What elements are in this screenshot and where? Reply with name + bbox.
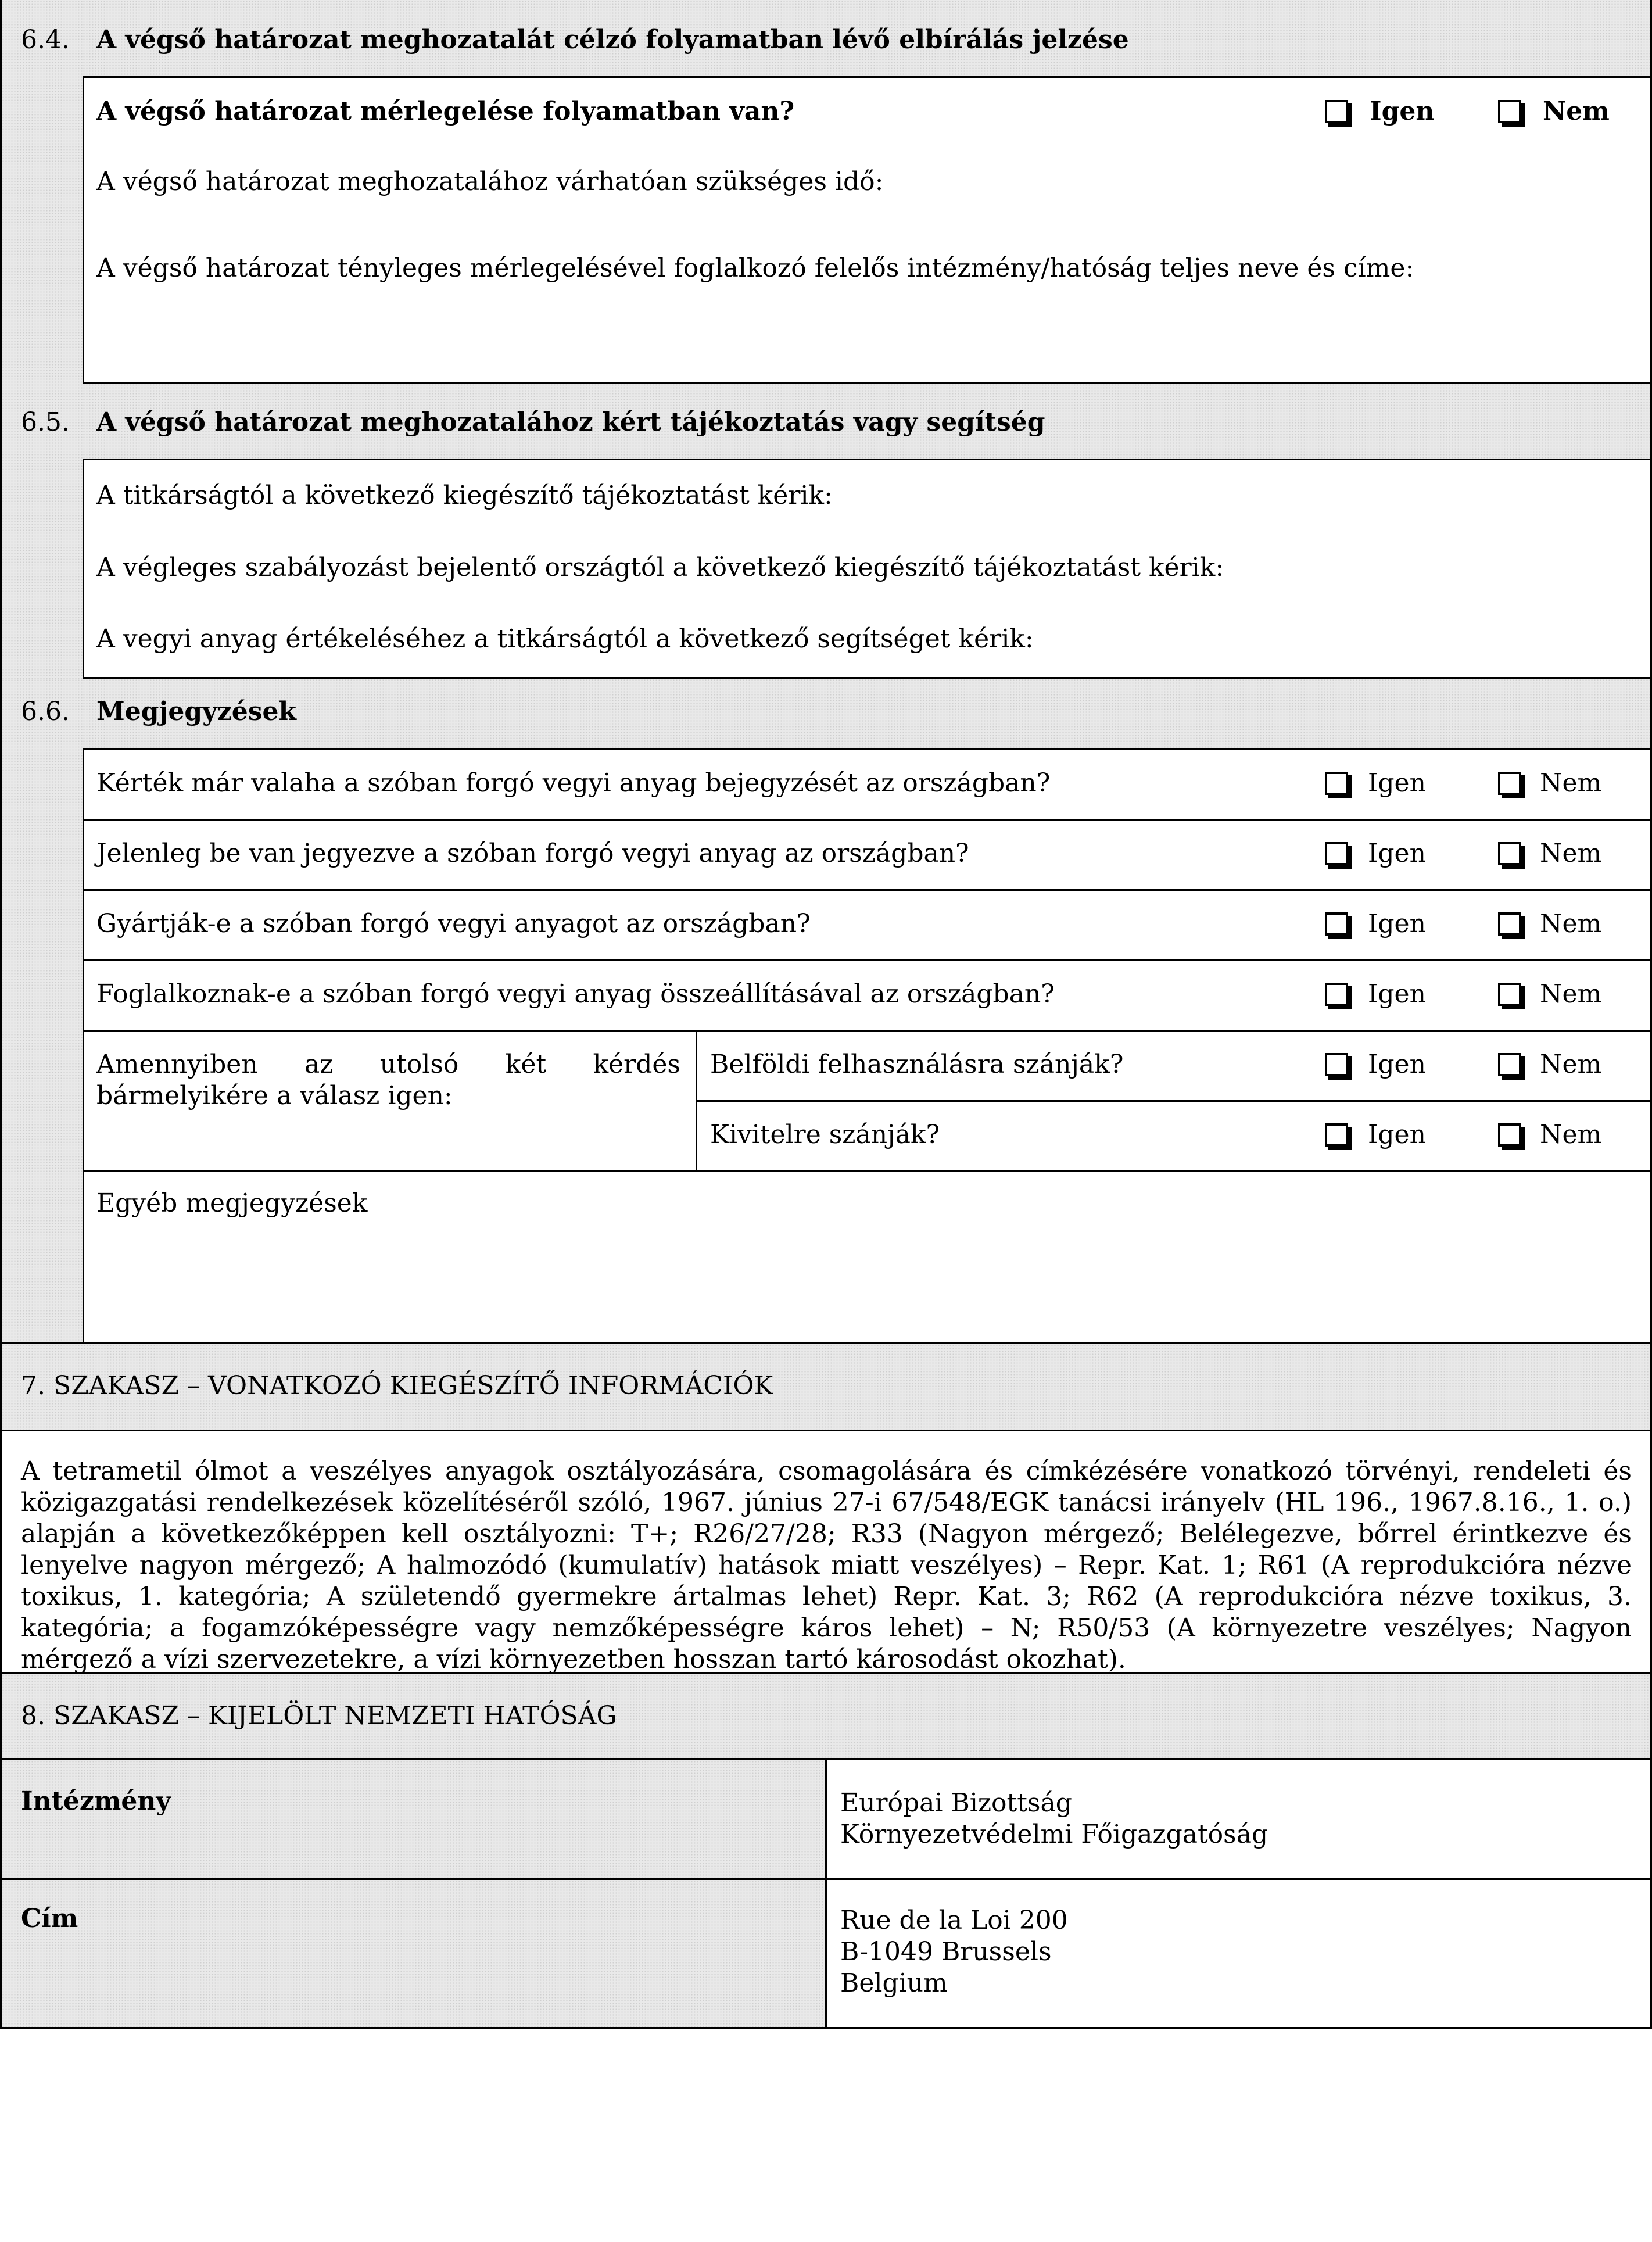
yes-checkbox[interactable] (1325, 912, 1348, 936)
section-6-4-title: A végső határozat meghozatalát célzó folyamatban lévő elbírálás jelzése (96, 25, 1129, 55)
section-6-6-number: 6.6. (21, 697, 70, 726)
no-label: Nem (1540, 768, 1602, 798)
no-checkbox[interactable] (1498, 842, 1521, 865)
institution-label: Intézmény (21, 1786, 171, 1816)
address-line: Belgium (840, 1968, 948, 1998)
section-6-6-header (83, 679, 1652, 750)
institution-line: Környezetvédelmi Főigazgatóság (840, 1820, 1268, 1849)
section-7-text: A tetrametil ólmot a veszélyes anyagok osztályozására, csomagolására és címkézésére vonatkozó törvényi, rendeleti és közigazgatási rendelkezések közelítéséről szóló, 1967. június 27-i 67/548/EGK tanácsi irányelv (HL 196., 1967.8.16., 1. o.) alapján a következőképpen kell osztályozni: T+; R26/27/28; R33 (Nagyon mérgező; Belélegezve, bőrrel érintkezve és lenyelve nagyon mérgező; A halmozódó (kumulatív) hatások miatt veszélyes) – Repr. Kat. 1; R61 (A reprodukcióra nézve toxikus, 1. kategória; A születendő gyermekre ártalmas lehet) Repr. Kat. 3; R62 (A reprodukcióra nézve toxikus, 3. kategória; a fogamzóképességre vagy nemzőképességre káros lehet) – N; R50/53 (A környezetre veszélyes; Nagyon mérgező a vízi szervezetekre, a vízi környezetben hosszan tartó károsodást okozhat). (21, 1456, 1632, 1674)
no-label: Nem (1540, 1050, 1602, 1079)
evaluation-assistance-request: A vegyi anyag értékeléséhez a titkárságtól a következő segítséget kérik: (96, 624, 1034, 654)
section-6-6-title: Megjegyzések (96, 697, 296, 726)
no-checkbox[interactable] (1498, 1123, 1521, 1147)
section-6-5-number: 6.5. (21, 407, 70, 437)
domestic-use-question: Belföldi felhasználásra szánják? (710, 1050, 1124, 1079)
no-checkbox[interactable] (1498, 1053, 1521, 1076)
no-label: Nem (1540, 979, 1602, 1009)
yes-checkbox[interactable] (1325, 1123, 1348, 1147)
final-decision-question: A végső határozat mérlegelése folyamatban van? (96, 96, 795, 126)
question-text: Kérték már valaha a szóban forgó vegyi anyag bejegyzését az országban? (96, 768, 1051, 798)
yes-checkbox[interactable] (1325, 772, 1348, 795)
yes-label: Igen (1368, 1120, 1426, 1149)
no-checkbox[interactable] (1498, 772, 1521, 795)
question-text: Jelenleg be van jegyezve a szóban forgó vegyi anyag az országban? (96, 839, 969, 868)
expected-time-label: A végső határozat meghozatalához várhatóan szükséges idő: (96, 167, 884, 196)
no-label: Nem (1543, 96, 1610, 126)
other-remarks-label: Egyéb megjegyzések (96, 1188, 368, 1218)
no-checkbox[interactable] (1498, 100, 1521, 123)
no-label: Nem (1540, 839, 1602, 868)
yes-checkbox[interactable] (1325, 100, 1348, 123)
no-checkbox[interactable] (1498, 983, 1521, 1006)
no-label: Nem (1540, 1120, 1602, 1149)
yes-checkbox[interactable] (1325, 842, 1348, 865)
institution-label-cell (0, 1760, 827, 1880)
yes-checkbox[interactable] (1325, 983, 1348, 1006)
question-text: Gyártják-e a szóban forgó vegyi anyagot az országban? (96, 909, 811, 939)
yes-label: Igen (1370, 96, 1435, 126)
notifying-country-info-request: A végleges szabályozást bejelentő országtól a következő kiegészítő tájékoztatást kérik: (96, 553, 1224, 582)
address-label: Cím (21, 1904, 78, 1933)
left-number-column-6-6 (0, 679, 84, 1344)
secretariat-info-request: A titkárságtól a következő kiegészítő tájékoztatást kérik: (96, 481, 833, 510)
section-6-4-number: 6.4. (21, 25, 70, 55)
address-line: B-1049 Brussels (840, 1937, 1052, 1967)
export-question: Kivitelre szánják? (710, 1120, 940, 1149)
institution-line: Európai Bizottság (840, 1788, 1072, 1818)
condition-text: Amennyiben az utolsó két kérdés bármelyikére a válasz igen: (96, 1050, 680, 1111)
section-6-5-title: A végső határozat meghozatalához kért tájékoztatás vagy segítség (96, 407, 1045, 437)
yes-checkbox[interactable] (1325, 1053, 1348, 1076)
yes-label: Igen (1368, 979, 1426, 1009)
yes-label: Igen (1368, 839, 1426, 868)
no-checkbox[interactable] (1498, 912, 1521, 936)
section-8-title: 8. SZAKASZ – KIJELÖLT NEMZETI HATÓSÁG (21, 1701, 617, 1731)
yes-label: Igen (1368, 909, 1426, 939)
yes-label: Igen (1368, 1050, 1426, 1079)
yes-label: Igen (1368, 768, 1426, 798)
section-7-title: 7. SZAKASZ – VONATKOZÓ KIEGÉSZÍTŐ INFORMÁCIÓK (21, 1371, 773, 1401)
address-label-cell (0, 1880, 827, 2029)
responsible-authority-label: A végső határozat tényleges mérlegelésével foglalkozó felelős intézmény/hatóság teljes neve és címe: (96, 253, 1414, 283)
question-text: Foglalkoznak-e a szóban forgó vegyi anyag összeállításával az országban? (96, 979, 1055, 1009)
left-number-column-6-4 (0, 0, 84, 384)
address-line: Rue de la Loi 200 (840, 1906, 1068, 1935)
no-label: Nem (1540, 909, 1602, 939)
